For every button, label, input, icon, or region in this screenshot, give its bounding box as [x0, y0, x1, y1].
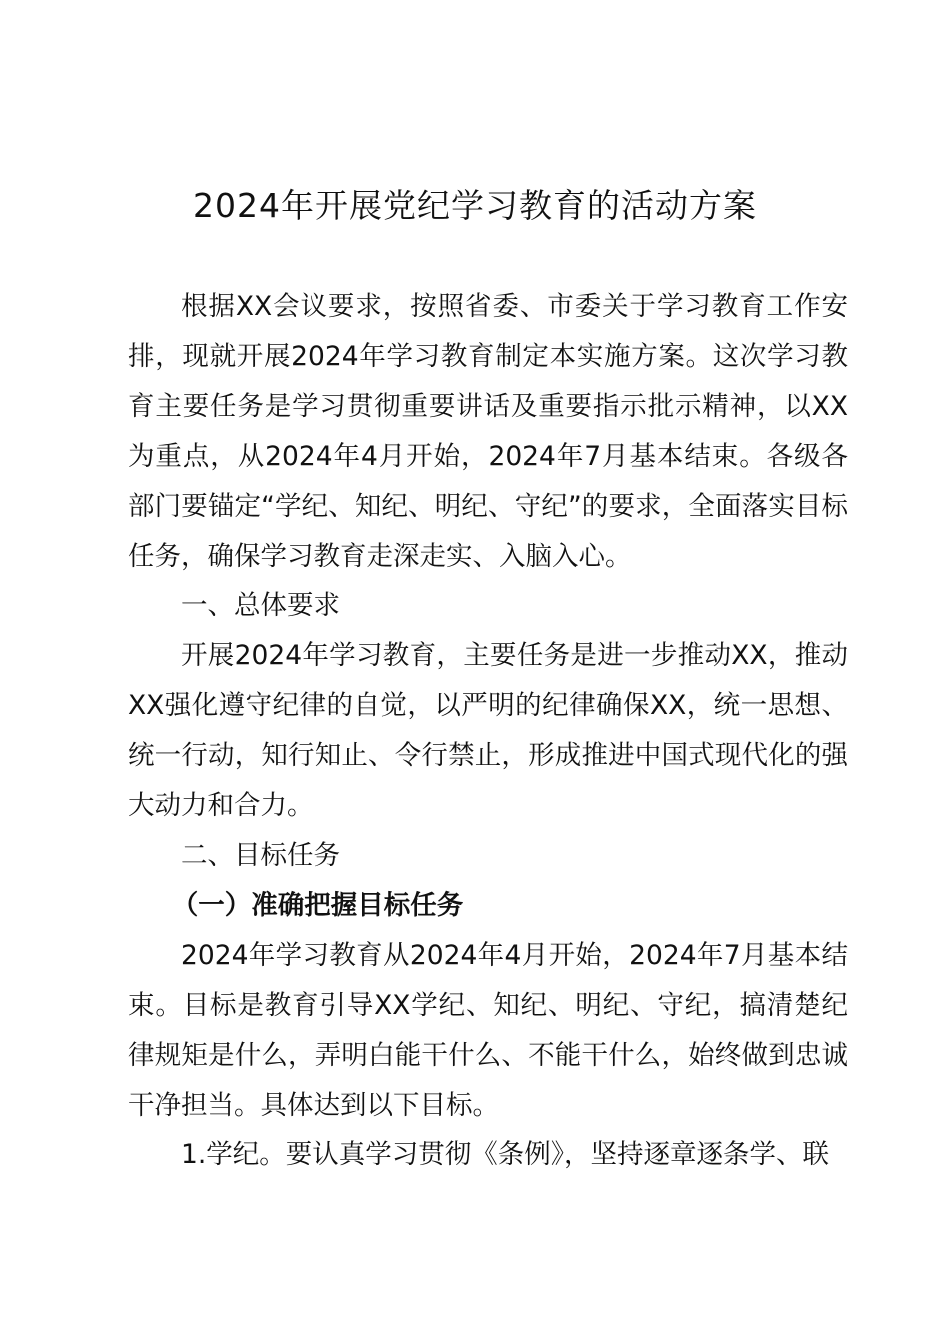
general-requirements-paragraph: 开展2024年学习教育，主要任务是进一步推动XX，推动XX强化遵守纪律的自觉，以严明的纪律确保XX，统一思想、统一行动，知行知止、令行禁止，形成推进中国式现代化的强大动力和合力。 — [128, 640, 848, 822]
subsection-heading-grasp-objectives: （一）准确把握目标任务 — [171, 889, 464, 921]
intro-paragraph: 根据XX会议要求，按照省委、市委关于学习教育工作安排，现就开展2024年学习教育制定本实施方案。这次学习教育主要任务是学习贯彻重要讲话及重要指示批示精神，以XX为重点，从2024年4月开始，2024年7月基本结束。各级各部门要锚定“学纪、知纪、明纪、守纪”的要求，全面落实目标任务，确保学习教育走深走实、入脑入心。 — [128, 291, 848, 572]
objectives-paragraph: 2024年学习教育从2024年4月开始，2024年7月基本结束。目标是教育引导XX学纪、知纪、明纪、守纪，搞清楚纪律规矩是什么，弄明白能干什么、不能干什么，始终做到忠诚干净担当。具体达到以下目标。 — [128, 939, 848, 1121]
document-title: 2024年开展党纪学习教育的活动方案 — [193, 186, 757, 225]
section-heading-objectives: 二、目标任务 — [181, 839, 340, 871]
section-heading-general-requirements: 一、总体要求 — [181, 590, 340, 622]
document-body — [128, 282, 848, 1180]
item-study-discipline: 1.学纪。要认真学习贯彻《条例》，坚持逐章逐条学、联 — [181, 1139, 830, 1171]
